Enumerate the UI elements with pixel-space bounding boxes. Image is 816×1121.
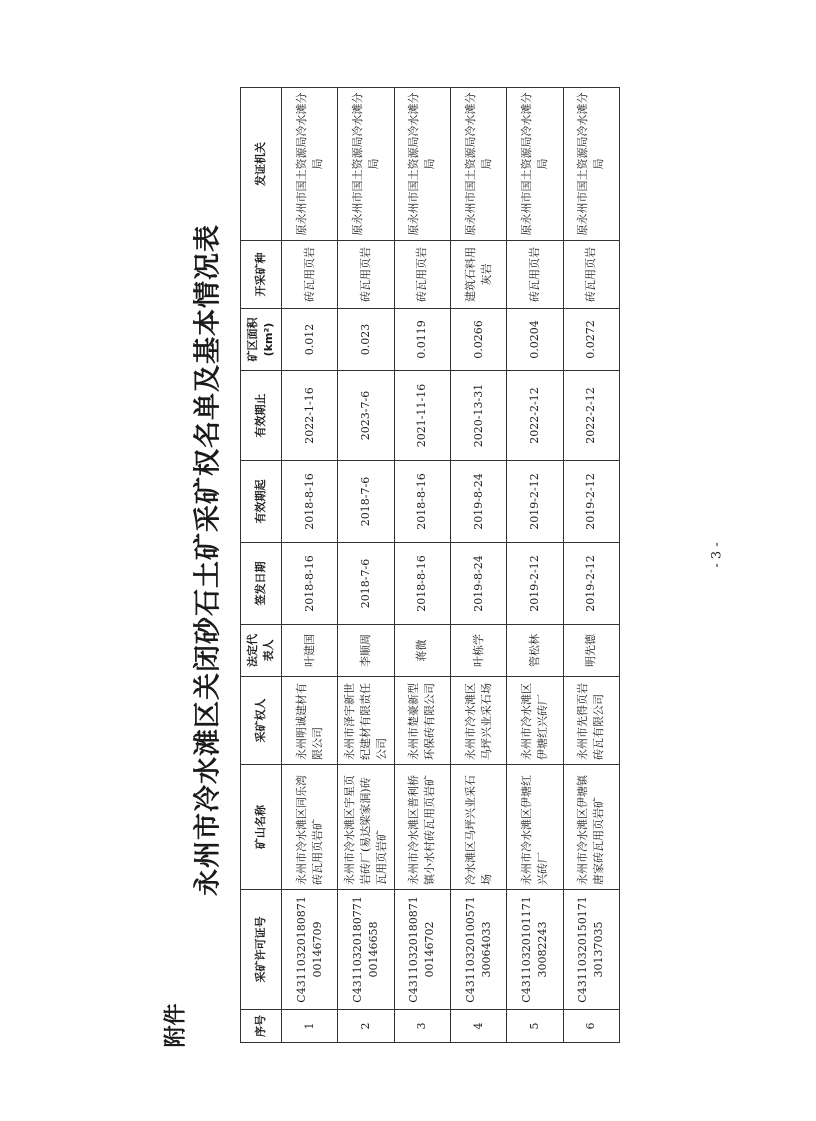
cell-col-mineral: 砖瓦用页岩 bbox=[394, 241, 450, 309]
cell-col-license: C4311032010117130082243 bbox=[507, 890, 563, 1010]
header-col-mine-name: 矿山名称 bbox=[241, 765, 282, 890]
cell-col-mineral: 砖瓦用页岩 bbox=[563, 241, 619, 309]
cell-col-owner: 永州市泽宇新世纪建材有限责任公司 bbox=[338, 677, 394, 765]
table-row bbox=[507, 88, 563, 1043]
attachment-label: 附件 bbox=[163, 1003, 189, 1048]
header-col-legal-rep: 法定代表人 bbox=[241, 625, 282, 677]
cell-col-mine-name: 冷水滩区马坪兴业采石场 bbox=[450, 765, 506, 890]
header-col-issue-date: 签发日期 bbox=[241, 543, 282, 625]
cell-col-mineral: 建筑石料用灰岩 bbox=[450, 241, 506, 309]
table-header-row bbox=[241, 88, 282, 1043]
table-container bbox=[240, 88, 620, 1043]
cell-col-issue-date: 2018-7-6 bbox=[338, 543, 394, 625]
cell-col-area: 0.0204 bbox=[507, 309, 563, 371]
header-col-authority: 发证机关 bbox=[241, 88, 282, 241]
cell-col-mine-name: 永州市冷水滩区伊塘镇唐家砖瓦用页岩矿 bbox=[563, 765, 619, 890]
cell-col-valid-from: 2019-8-24 bbox=[450, 461, 506, 543]
cell-col-index: 2 bbox=[338, 1010, 394, 1043]
page-number: - 3 - bbox=[709, 542, 725, 568]
cell-col-mine-name: 永州市冷水滩区普利桥镇小水村砖瓦用页岩矿 bbox=[394, 765, 450, 890]
cell-col-authority: 原永州市国土资源局冷水滩分局 bbox=[507, 88, 563, 241]
cell-col-owner: 永州市楚豪新型环保砖有限公司 bbox=[394, 677, 450, 765]
cell-col-issue-date: 2018-8-16 bbox=[394, 543, 450, 625]
cell-col-legal-rep: 蒋微 bbox=[394, 625, 450, 677]
cell-col-issue-date: 2019-2-12 bbox=[507, 543, 563, 625]
cell-col-index: 4 bbox=[450, 1010, 506, 1043]
cell-col-area: 0.0119 bbox=[394, 309, 450, 371]
cell-col-area: 0.0272 bbox=[563, 309, 619, 371]
cell-col-index: 6 bbox=[563, 1010, 619, 1043]
cell-col-index: 5 bbox=[507, 1010, 563, 1043]
table-row bbox=[394, 88, 450, 1043]
cell-col-license: C4311032018077100146658 bbox=[338, 890, 394, 1010]
cell-col-owner: 永州市先得页岩砖瓦有限公司 bbox=[563, 677, 619, 765]
cell-col-authority: 原永州市国土资源局冷水滩分局 bbox=[563, 88, 619, 241]
cell-col-owner: 永州市冷水滩区马坪兴业采石场 bbox=[450, 677, 506, 765]
cell-col-license: C4311032018087100146709 bbox=[282, 890, 338, 1010]
document-title: 永州市冷水滩区关闭砂石土矿采矿权名单及基本情况表 bbox=[192, 224, 224, 896]
cell-col-valid-from: 2018-8-16 bbox=[394, 461, 450, 543]
cell-col-license: C4311032010057130064033 bbox=[450, 890, 506, 1010]
cell-col-authority: 原永州市国土资源局冷水滩分局 bbox=[282, 88, 338, 241]
cell-col-legal-rep: 李顺周 bbox=[338, 625, 394, 677]
cell-col-valid-to: 2022-1-16 bbox=[282, 371, 338, 461]
cell-col-legal-rep: 叶栋学 bbox=[450, 625, 506, 677]
table-row bbox=[338, 88, 394, 1043]
header-col-valid-to: 有效期止 bbox=[241, 371, 282, 461]
cell-col-authority: 原永州市国土资源局冷水滩分局 bbox=[338, 88, 394, 241]
cell-col-area: 0.012 bbox=[282, 309, 338, 371]
cell-col-license: C4311032015017130137035 bbox=[563, 890, 619, 1010]
cell-col-mine-name: 永州市冷水滩区宇星页岩砖厂(易达梁家洞)砖瓦用页岩矿 bbox=[338, 765, 394, 890]
cell-col-mineral: 砖瓦用页岩 bbox=[338, 241, 394, 309]
cell-col-mine-name: 永州市冷水滩区伊塘红兴砖厂 bbox=[507, 765, 563, 890]
table-row bbox=[563, 88, 619, 1043]
cell-col-mineral: 砖瓦用页岩 bbox=[282, 241, 338, 309]
cell-col-valid-to: 2023-7-6 bbox=[338, 371, 394, 461]
header-col-index: 序号 bbox=[241, 1010, 282, 1043]
cell-col-index: 3 bbox=[394, 1010, 450, 1043]
header-col-mineral: 开采矿种 bbox=[241, 241, 282, 309]
header-col-valid-from: 有效期起 bbox=[241, 461, 282, 543]
cell-col-valid-to: 2020-13-31 bbox=[450, 371, 506, 461]
cell-col-valid-to: 2022-2-12 bbox=[507, 371, 563, 461]
cell-col-valid-from: 2019-2-12 bbox=[507, 461, 563, 543]
mining-rights-table bbox=[240, 87, 620, 1043]
cell-col-issue-date: 2018-8-16 bbox=[282, 543, 338, 625]
cell-col-valid-from: 2018-7-6 bbox=[338, 461, 394, 543]
cell-col-mine-name: 永州市冷水滩区同乐湾砖瓦用页岩矿 bbox=[282, 765, 338, 890]
header-col-area: 矿区面积(km²) bbox=[241, 309, 282, 371]
cell-col-valid-from: 2019-2-12 bbox=[563, 461, 619, 543]
cell-col-authority: 原永州市国土资源局冷水滩分局 bbox=[394, 88, 450, 241]
header-col-owner: 采矿权人 bbox=[241, 677, 282, 765]
cell-col-legal-rep: 管松林 bbox=[507, 625, 563, 677]
cell-col-legal-rep: 叶建国 bbox=[282, 625, 338, 677]
table-row bbox=[282, 88, 338, 1043]
cell-col-valid-from: 2018-8-16 bbox=[282, 461, 338, 543]
cell-col-area: 0.023 bbox=[338, 309, 394, 371]
cell-col-authority: 原永州市国土资源局冷水滩分局 bbox=[450, 88, 506, 241]
cell-col-license: C4311032018087100146702 bbox=[394, 890, 450, 1010]
header-col-license: 采矿许可证号 bbox=[241, 890, 282, 1010]
cell-col-mineral: 砖瓦用页岩 bbox=[507, 241, 563, 309]
cell-col-issue-date: 2019-2-12 bbox=[563, 543, 619, 625]
cell-col-owner: 永州市冷水滩区伊塘红兴砖厂 bbox=[507, 677, 563, 765]
cell-col-issue-date: 2019-8-24 bbox=[450, 543, 506, 625]
cell-col-index: 1 bbox=[282, 1010, 338, 1043]
table-row bbox=[450, 88, 506, 1043]
cell-col-valid-to: 2021-11-16 bbox=[394, 371, 450, 461]
cell-col-legal-rep: 明先德 bbox=[563, 625, 619, 677]
cell-col-owner: 永州明诚建材有限公司 bbox=[282, 677, 338, 765]
table-body bbox=[282, 88, 620, 1043]
cell-col-valid-to: 2022-2-12 bbox=[563, 371, 619, 461]
cell-col-area: 0.0266 bbox=[450, 309, 506, 371]
